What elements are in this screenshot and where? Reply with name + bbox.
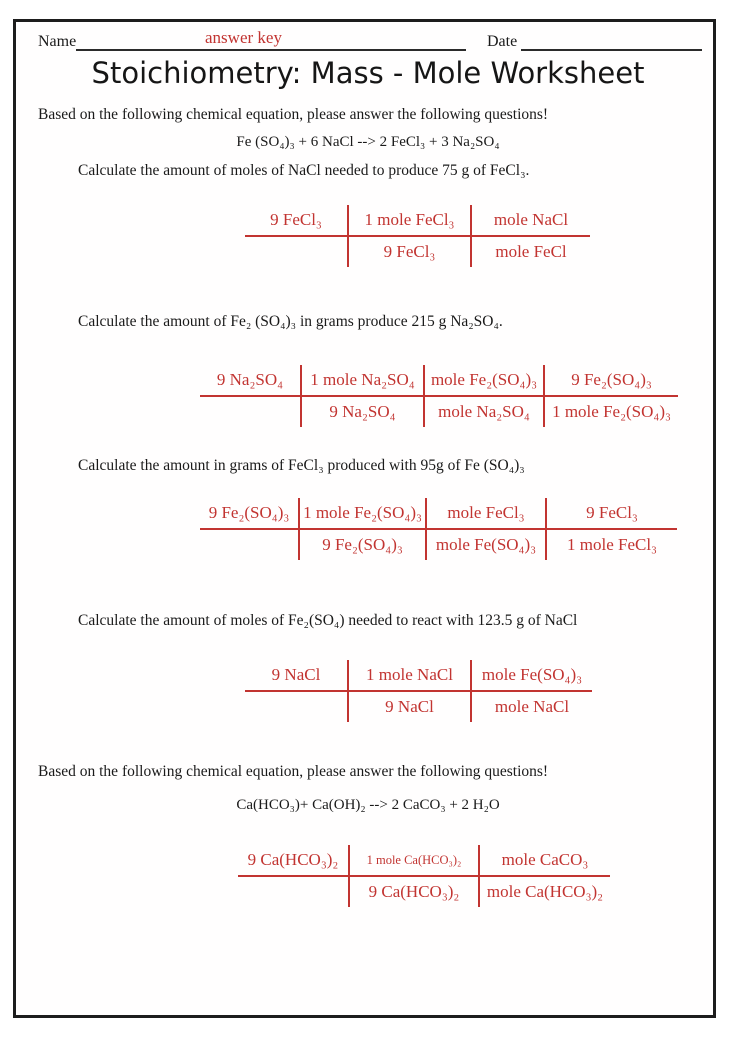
name-label: Name [38,33,77,50]
work-cell: 1 mole NaCl [347,660,470,690]
name-blank-line [76,28,466,51]
work-table-4-numerators [245,660,592,692]
work-cell: 1 mole Na₂SO₄ [300,365,423,395]
work-cell: mole Fe(SO₄)₃ [470,660,592,690]
work-table-5-denominators [238,877,610,907]
work-cell: 1 mole Fe₂(SO₄)₃ [298,498,425,528]
work-cell: mole FeCl [470,237,590,267]
work-table-3 [200,498,677,560]
work-table-3-denominators [200,530,677,560]
work-cell: mole CaCO₃ [478,845,610,875]
question-1-prompt: Calculate the amount of moles of NaCl needed to produce 75 g of FeCl₃. [78,162,530,179]
work-cell: 1 mole FeCl₃ [545,530,677,560]
work-cell: mole Fe₂(SO₄)₃ [423,365,543,395]
worksheet-title: Stoichiometry: Mass - Mole Worksheet [91,56,645,90]
work-table-2-denominators [200,397,678,427]
work-cell: 9 Fe₂(SO₄)₃ [208,503,290,522]
work-cell: mole NaCl [470,692,592,722]
work-cell [245,237,347,267]
work-cell: 9 NaCl [271,665,321,684]
section2-equation: Ca(HCO₃)+ Ca(OH)₂ --> 2 CaCO₃ + 2 H₂O [236,797,500,813]
work-table-1 [245,205,590,267]
work-cell: 1 mole Ca(HCO₃)₂ [348,845,478,875]
work-cell: mole NaCl [470,205,590,235]
work-cell: 9 Na₂SO₄ [216,370,284,389]
work-cell: 9 Fe₂(SO₄)₃ [298,530,425,560]
work-table-1-numerators [245,205,590,237]
work-table-2 [200,365,678,427]
section2-intro: Based on the following chemical equation, please answer the following questions! [38,763,549,780]
work-cell: mole FeCl₃ [425,498,545,528]
work-table-2-numerators [200,365,678,397]
answer-key-note: answer key [205,28,282,47]
work-cell: 9 Na₂SO₄ [300,397,423,427]
work-table-3-numerators [200,498,677,530]
work-cell: 9 FeCl₃ [347,237,470,267]
section1-intro: Based on the following chemical equation, please answer the following questions! [38,106,549,123]
work-cell: 9 Ca(HCO₃)₂ [348,877,478,907]
work-table-5 [238,845,610,907]
work-cell: 9 FeCl₃ [270,210,322,229]
question-3-prompt: Calculate the amount in grams of FeCl₃ produced with 95g of Fe (SO₄)₃ [78,457,525,474]
work-cell: 9 Fe₂(SO₄)₃ [543,365,678,395]
work-table-5-numerators [238,845,610,877]
work-cell [245,692,347,722]
date-blank-line [521,28,702,51]
work-table-1-denominators [245,237,590,267]
work-cell: mole Na₂SO₄ [423,397,543,427]
work-cell: 9 FeCl₃ [545,498,677,528]
question-2-prompt: Calculate the amount of Fe₂ (SO₄)₃ in grams produce 215 g Na₂SO₄. [78,313,503,330]
date-label: Date [487,33,518,50]
work-table-4 [245,660,592,722]
work-cell: 1 mole Fe₂(SO₄)₃ [543,397,678,427]
work-table-4-denominators [245,692,592,722]
work-cell: 9 Ca(HCO₃)₂ [247,850,339,869]
work-cell [238,877,348,907]
work-cell: mole Ca(HCO₃)₂ [478,877,610,907]
work-cell [200,530,298,560]
section1-equation: Fe (SO₄)₃ + 6 NaCl --> 2 FeCl₃ + 3 Na₂SO₄ [236,134,500,150]
question-4-prompt: Calculate the amount of moles of Fe₂(SO₄) needed to react with 123.5 g of NaCl [78,612,578,629]
work-cell: 9 NaCl [347,692,470,722]
work-cell: 1 mole FeCl₃ [347,205,470,235]
work-cell [200,397,300,427]
work-cell: mole Fe(SO₄)₃ [425,530,545,560]
